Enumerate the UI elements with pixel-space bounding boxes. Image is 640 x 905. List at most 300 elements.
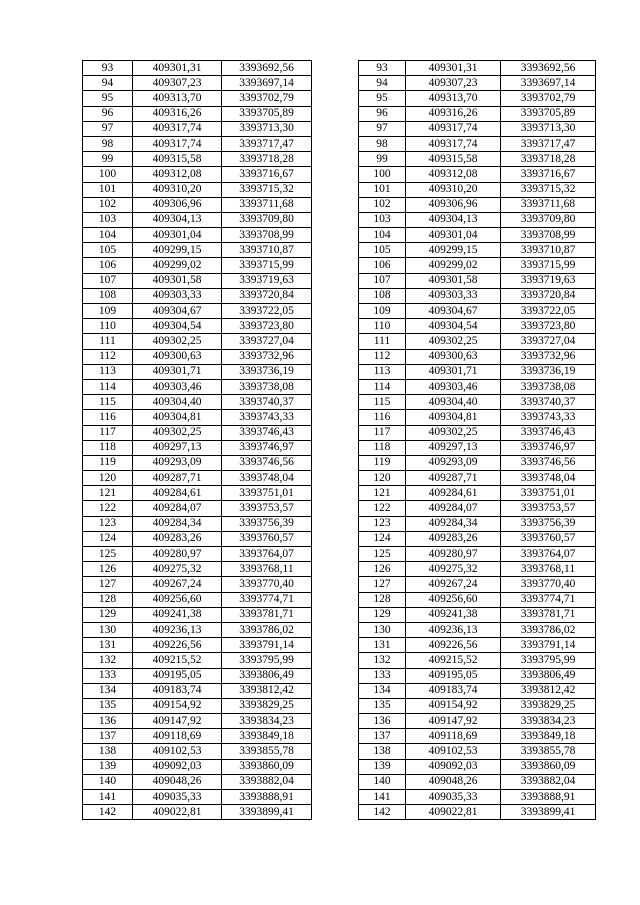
left-point-number-cell: 131 — [83, 638, 133, 653]
left-y-coordinate-cell: 3393781,71 — [222, 607, 312, 622]
left-point-number-cell: 110 — [83, 319, 133, 334]
left-x-coordinate-cell: 409312,08 — [133, 167, 222, 182]
right-y-coordinate-cell: 3393756,39 — [501, 516, 596, 531]
left-x-coordinate-cell: 409310,20 — [133, 182, 222, 197]
column-gap — [312, 774, 359, 789]
right-point-number-cell: 139 — [359, 759, 406, 774]
table-row — [83, 273, 596, 288]
right-point-number-cell: 102 — [359, 197, 406, 212]
left-point-number-cell: 132 — [83, 653, 133, 668]
table-row — [83, 228, 596, 243]
left-x-coordinate-cell: 409299,02 — [133, 258, 222, 273]
left-point-number-cell: 100 — [83, 167, 133, 182]
left-point-number-cell: 97 — [83, 121, 133, 136]
left-y-coordinate-cell: 3393748,04 — [222, 471, 312, 486]
column-gap — [312, 152, 359, 167]
right-x-coordinate-cell: 409035,33 — [406, 790, 501, 805]
left-y-coordinate-cell: 3393723,80 — [222, 319, 312, 334]
right-x-coordinate-cell: 409299,15 — [406, 243, 501, 258]
column-gap — [312, 455, 359, 470]
left-y-coordinate-cell: 3393786,02 — [222, 622, 312, 637]
table-row — [83, 212, 596, 227]
right-x-coordinate-cell: 409304,40 — [406, 395, 501, 410]
right-y-coordinate-cell: 3393888,91 — [501, 790, 596, 805]
table-row — [83, 379, 596, 394]
right-y-coordinate-cell: 3393736,19 — [501, 364, 596, 379]
left-x-coordinate-cell: 409304,13 — [133, 212, 222, 227]
left-y-coordinate-cell: 3393746,97 — [222, 440, 312, 455]
column-gap — [312, 167, 359, 182]
right-x-coordinate-cell: 409303,46 — [406, 379, 501, 394]
right-x-coordinate-cell: 409287,71 — [406, 471, 501, 486]
left-y-coordinate-cell: 3393795,99 — [222, 653, 312, 668]
left-point-number-cell: 109 — [83, 304, 133, 319]
right-y-coordinate-cell: 3393692,56 — [501, 61, 596, 76]
column-gap — [312, 91, 359, 106]
column-gap — [312, 638, 359, 653]
table-row — [83, 729, 596, 744]
right-y-coordinate-cell: 3393746,56 — [501, 455, 596, 470]
right-x-coordinate-cell: 409307,23 — [406, 76, 501, 91]
right-point-number-cell: 133 — [359, 668, 406, 683]
column-gap — [312, 759, 359, 774]
right-y-coordinate-cell: 3393710,87 — [501, 243, 596, 258]
left-y-coordinate-cell: 3393768,11 — [222, 562, 312, 577]
right-y-coordinate-cell: 3393746,97 — [501, 440, 596, 455]
left-point-number-cell: 98 — [83, 136, 133, 151]
right-point-number-cell: 107 — [359, 273, 406, 288]
right-x-coordinate-cell: 409241,38 — [406, 607, 501, 622]
right-point-number-cell: 116 — [359, 410, 406, 425]
table-row — [83, 182, 596, 197]
right-y-coordinate-cell: 3393806,49 — [501, 668, 596, 683]
right-x-coordinate-cell: 409300,63 — [406, 349, 501, 364]
column-gap — [312, 683, 359, 698]
left-point-number-cell: 135 — [83, 698, 133, 713]
left-x-coordinate-cell: 409236,13 — [133, 622, 222, 637]
left-point-number-cell: 133 — [83, 668, 133, 683]
right-point-number-cell: 142 — [359, 805, 406, 820]
table-row — [83, 136, 596, 151]
left-y-coordinate-cell: 3393760,57 — [222, 531, 312, 546]
right-y-coordinate-cell: 3393717,47 — [501, 136, 596, 151]
right-point-number-cell: 108 — [359, 288, 406, 303]
left-point-number-cell: 111 — [83, 334, 133, 349]
left-point-number-cell: 121 — [83, 486, 133, 501]
right-x-coordinate-cell: 409215,52 — [406, 653, 501, 668]
right-x-coordinate-cell: 409147,92 — [406, 714, 501, 729]
left-x-coordinate-cell: 409293,09 — [133, 455, 222, 470]
left-point-number-cell: 108 — [83, 288, 133, 303]
left-y-coordinate-cell: 3393719,63 — [222, 273, 312, 288]
right-y-coordinate-cell: 3393716,67 — [501, 167, 596, 182]
table-row — [83, 106, 596, 121]
right-y-coordinate-cell: 3393753,57 — [501, 501, 596, 516]
right-y-coordinate-cell: 3393748,04 — [501, 471, 596, 486]
column-gap — [312, 440, 359, 455]
column-gap — [312, 136, 359, 151]
right-y-coordinate-cell: 3393702,79 — [501, 91, 596, 106]
right-x-coordinate-cell: 409317,74 — [406, 121, 501, 136]
left-x-coordinate-cell: 409313,70 — [133, 91, 222, 106]
right-point-number-cell: 115 — [359, 395, 406, 410]
left-y-coordinate-cell: 3393888,91 — [222, 790, 312, 805]
right-point-number-cell: 106 — [359, 258, 406, 273]
left-x-coordinate-cell: 409304,67 — [133, 304, 222, 319]
right-x-coordinate-cell: 409304,13 — [406, 212, 501, 227]
right-x-coordinate-cell: 409092,03 — [406, 759, 501, 774]
left-point-number-cell: 101 — [83, 182, 133, 197]
right-point-number-cell: 104 — [359, 228, 406, 243]
left-point-number-cell: 129 — [83, 607, 133, 622]
right-point-number-cell: 103 — [359, 212, 406, 227]
left-point-number-cell: 103 — [83, 212, 133, 227]
right-x-coordinate-cell: 409306,96 — [406, 197, 501, 212]
left-x-coordinate-cell: 409267,24 — [133, 577, 222, 592]
right-x-coordinate-cell: 409304,54 — [406, 319, 501, 334]
right-x-coordinate-cell: 409312,08 — [406, 167, 501, 182]
right-point-number-cell: 118 — [359, 440, 406, 455]
table-row — [83, 486, 596, 501]
table-row — [83, 243, 596, 258]
right-point-number-cell: 94 — [359, 76, 406, 91]
left-x-coordinate-cell: 409275,32 — [133, 562, 222, 577]
column-gap — [312, 531, 359, 546]
left-point-number-cell: 93 — [83, 61, 133, 76]
left-y-coordinate-cell: 3393738,08 — [222, 379, 312, 394]
left-point-number-cell: 113 — [83, 364, 133, 379]
table-row — [83, 622, 596, 637]
right-y-coordinate-cell: 3393732,96 — [501, 349, 596, 364]
left-x-coordinate-cell: 409303,33 — [133, 288, 222, 303]
right-x-coordinate-cell: 409048,26 — [406, 774, 501, 789]
left-y-coordinate-cell: 3393774,71 — [222, 592, 312, 607]
right-point-number-cell: 111 — [359, 334, 406, 349]
left-point-number-cell: 119 — [83, 455, 133, 470]
column-gap — [312, 744, 359, 759]
left-x-coordinate-cell: 409303,46 — [133, 379, 222, 394]
right-x-coordinate-cell: 409302,25 — [406, 334, 501, 349]
left-x-coordinate-cell: 409297,13 — [133, 440, 222, 455]
table-row — [83, 61, 596, 76]
left-point-number-cell: 105 — [83, 243, 133, 258]
left-y-coordinate-cell: 3393849,18 — [222, 729, 312, 744]
right-y-coordinate-cell: 3393774,71 — [501, 592, 596, 607]
left-y-coordinate-cell: 3393727,04 — [222, 334, 312, 349]
left-y-coordinate-cell: 3393812,42 — [222, 683, 312, 698]
right-point-number-cell: 131 — [359, 638, 406, 653]
left-point-number-cell: 134 — [83, 683, 133, 698]
left-point-number-cell: 104 — [83, 228, 133, 243]
column-gap — [312, 304, 359, 319]
column-gap — [312, 182, 359, 197]
right-point-number-cell: 97 — [359, 121, 406, 136]
left-point-number-cell: 130 — [83, 622, 133, 637]
table-row — [83, 197, 596, 212]
left-y-coordinate-cell: 3393697,14 — [222, 76, 312, 91]
column-gap — [312, 805, 359, 820]
right-x-coordinate-cell: 409313,70 — [406, 91, 501, 106]
right-x-coordinate-cell: 409315,58 — [406, 152, 501, 167]
left-y-coordinate-cell: 3393717,47 — [222, 136, 312, 151]
column-gap — [312, 698, 359, 713]
table-row — [83, 531, 596, 546]
right-y-coordinate-cell: 3393760,57 — [501, 531, 596, 546]
left-y-coordinate-cell: 3393710,87 — [222, 243, 312, 258]
right-x-coordinate-cell: 409118,69 — [406, 729, 501, 744]
right-y-coordinate-cell: 3393719,63 — [501, 273, 596, 288]
table-row — [83, 790, 596, 805]
left-y-coordinate-cell: 3393899,41 — [222, 805, 312, 820]
left-y-coordinate-cell: 3393746,56 — [222, 455, 312, 470]
left-x-coordinate-cell: 409102,53 — [133, 744, 222, 759]
left-x-coordinate-cell: 409301,31 — [133, 61, 222, 76]
column-gap — [312, 410, 359, 425]
table-row — [83, 805, 596, 820]
right-y-coordinate-cell: 3393715,99 — [501, 258, 596, 273]
column-gap — [312, 714, 359, 729]
right-point-number-cell: 114 — [359, 379, 406, 394]
table-row — [83, 607, 596, 622]
right-x-coordinate-cell: 409316,26 — [406, 106, 501, 121]
left-y-coordinate-cell: 3393806,49 — [222, 668, 312, 683]
left-x-coordinate-cell: 409284,61 — [133, 486, 222, 501]
left-y-coordinate-cell: 3393860,09 — [222, 759, 312, 774]
left-y-coordinate-cell: 3393740,37 — [222, 395, 312, 410]
left-x-coordinate-cell: 409226,56 — [133, 638, 222, 653]
left-x-coordinate-cell: 409317,74 — [133, 121, 222, 136]
table-row — [83, 364, 596, 379]
left-x-coordinate-cell: 409317,74 — [133, 136, 222, 151]
column-gap — [312, 106, 359, 121]
right-x-coordinate-cell: 409317,74 — [406, 136, 501, 151]
table-row — [83, 516, 596, 531]
right-y-coordinate-cell: 3393738,08 — [501, 379, 596, 394]
table-row — [83, 288, 596, 303]
right-point-number-cell: 99 — [359, 152, 406, 167]
left-point-number-cell: 115 — [83, 395, 133, 410]
column-gap — [312, 592, 359, 607]
left-y-coordinate-cell: 3393736,19 — [222, 364, 312, 379]
left-x-coordinate-cell: 409304,81 — [133, 410, 222, 425]
right-point-number-cell: 117 — [359, 425, 406, 440]
column-gap — [312, 273, 359, 288]
left-point-number-cell: 128 — [83, 592, 133, 607]
table-row — [83, 76, 596, 91]
left-point-number-cell: 99 — [83, 152, 133, 167]
table-row — [83, 471, 596, 486]
left-point-number-cell: 112 — [83, 349, 133, 364]
table-row — [83, 653, 596, 668]
left-point-number-cell: 125 — [83, 547, 133, 562]
column-gap — [312, 395, 359, 410]
left-y-coordinate-cell: 3393716,67 — [222, 167, 312, 182]
left-x-coordinate-cell: 409154,92 — [133, 698, 222, 713]
right-y-coordinate-cell: 3393743,33 — [501, 410, 596, 425]
right-point-number-cell: 119 — [359, 455, 406, 470]
left-x-coordinate-cell: 409280,97 — [133, 547, 222, 562]
left-y-coordinate-cell: 3393711,68 — [222, 197, 312, 212]
left-x-coordinate-cell: 409301,58 — [133, 273, 222, 288]
left-y-coordinate-cell: 3393715,32 — [222, 182, 312, 197]
left-y-coordinate-cell: 3393791,14 — [222, 638, 312, 653]
table-row — [83, 304, 596, 319]
left-point-number-cell: 141 — [83, 790, 133, 805]
right-x-coordinate-cell: 409284,34 — [406, 516, 501, 531]
right-y-coordinate-cell: 3393812,42 — [501, 683, 596, 698]
left-x-coordinate-cell: 409256,60 — [133, 592, 222, 607]
right-point-number-cell: 112 — [359, 349, 406, 364]
column-gap — [312, 729, 359, 744]
right-x-coordinate-cell: 409284,07 — [406, 501, 501, 516]
left-y-coordinate-cell: 3393722,05 — [222, 304, 312, 319]
table-row — [83, 395, 596, 410]
left-point-number-cell: 117 — [83, 425, 133, 440]
left-y-coordinate-cell: 3393705,89 — [222, 106, 312, 121]
right-y-coordinate-cell: 3393781,71 — [501, 607, 596, 622]
coordinates-table — [82, 60, 596, 820]
right-x-coordinate-cell: 409304,81 — [406, 410, 501, 425]
table-row — [83, 152, 596, 167]
right-y-coordinate-cell: 3393770,40 — [501, 577, 596, 592]
right-point-number-cell: 130 — [359, 622, 406, 637]
left-point-number-cell: 118 — [83, 440, 133, 455]
left-x-coordinate-cell: 409307,23 — [133, 76, 222, 91]
right-point-number-cell: 122 — [359, 501, 406, 516]
right-y-coordinate-cell: 3393899,41 — [501, 805, 596, 820]
right-point-number-cell: 96 — [359, 106, 406, 121]
table-row — [83, 349, 596, 364]
right-point-number-cell: 141 — [359, 790, 406, 805]
right-point-number-cell: 98 — [359, 136, 406, 151]
right-point-number-cell: 109 — [359, 304, 406, 319]
right-x-coordinate-cell: 409293,09 — [406, 455, 501, 470]
table-row — [83, 683, 596, 698]
right-x-coordinate-cell: 409301,04 — [406, 228, 501, 243]
table-row — [83, 121, 596, 136]
right-point-number-cell: 138 — [359, 744, 406, 759]
column-gap — [312, 622, 359, 637]
left-x-coordinate-cell: 409118,69 — [133, 729, 222, 744]
right-y-coordinate-cell: 3393829,25 — [501, 698, 596, 713]
right-x-coordinate-cell: 409283,26 — [406, 531, 501, 546]
right-y-coordinate-cell: 3393795,99 — [501, 653, 596, 668]
table-row — [83, 319, 596, 334]
table-row — [83, 410, 596, 425]
right-x-coordinate-cell: 409301,58 — [406, 273, 501, 288]
left-y-coordinate-cell: 3393834,23 — [222, 714, 312, 729]
table-row — [83, 638, 596, 653]
right-point-number-cell: 93 — [359, 61, 406, 76]
left-y-coordinate-cell: 3393713,30 — [222, 121, 312, 136]
table-row — [83, 167, 596, 182]
left-point-number-cell: 124 — [83, 531, 133, 546]
right-x-coordinate-cell: 409267,24 — [406, 577, 501, 592]
right-point-number-cell: 136 — [359, 714, 406, 729]
left-point-number-cell: 138 — [83, 744, 133, 759]
left-x-coordinate-cell: 409302,25 — [133, 425, 222, 440]
table-row — [83, 668, 596, 683]
right-y-coordinate-cell: 3393727,04 — [501, 334, 596, 349]
right-x-coordinate-cell: 409301,71 — [406, 364, 501, 379]
column-gap — [312, 61, 359, 76]
column-gap — [312, 364, 359, 379]
right-y-coordinate-cell: 3393708,99 — [501, 228, 596, 243]
left-point-number-cell: 107 — [83, 273, 133, 288]
right-y-coordinate-cell: 3393720,84 — [501, 288, 596, 303]
right-point-number-cell: 128 — [359, 592, 406, 607]
left-point-number-cell: 122 — [83, 501, 133, 516]
table-row — [83, 744, 596, 759]
left-point-number-cell: 136 — [83, 714, 133, 729]
right-x-coordinate-cell: 409154,92 — [406, 698, 501, 713]
left-x-coordinate-cell: 409092,03 — [133, 759, 222, 774]
table-row — [83, 562, 596, 577]
table-row — [83, 501, 596, 516]
right-y-coordinate-cell: 3393768,11 — [501, 562, 596, 577]
right-y-coordinate-cell: 3393723,80 — [501, 319, 596, 334]
table-row — [83, 698, 596, 713]
left-y-coordinate-cell: 3393770,40 — [222, 577, 312, 592]
table-row — [83, 547, 596, 562]
left-y-coordinate-cell: 3393829,25 — [222, 698, 312, 713]
left-point-number-cell: 106 — [83, 258, 133, 273]
column-gap — [312, 501, 359, 516]
right-x-coordinate-cell: 409284,61 — [406, 486, 501, 501]
coordinates-table-body — [83, 61, 596, 820]
right-point-number-cell: 137 — [359, 729, 406, 744]
left-point-number-cell: 95 — [83, 91, 133, 106]
right-point-number-cell: 121 — [359, 486, 406, 501]
right-point-number-cell: 123 — [359, 516, 406, 531]
left-x-coordinate-cell: 409316,26 — [133, 106, 222, 121]
right-y-coordinate-cell: 3393718,28 — [501, 152, 596, 167]
column-gap — [312, 668, 359, 683]
right-x-coordinate-cell: 409303,33 — [406, 288, 501, 303]
right-point-number-cell: 110 — [359, 319, 406, 334]
column-gap — [312, 607, 359, 622]
table-row — [83, 91, 596, 106]
left-y-coordinate-cell: 3393715,99 — [222, 258, 312, 273]
column-gap — [312, 653, 359, 668]
right-x-coordinate-cell: 409310,20 — [406, 182, 501, 197]
left-y-coordinate-cell: 3393882,04 — [222, 774, 312, 789]
left-y-coordinate-cell: 3393743,33 — [222, 410, 312, 425]
right-point-number-cell: 101 — [359, 182, 406, 197]
column-gap — [312, 425, 359, 440]
right-y-coordinate-cell: 3393705,89 — [501, 106, 596, 121]
table-row — [83, 455, 596, 470]
right-point-number-cell: 125 — [359, 547, 406, 562]
table-row — [83, 774, 596, 789]
right-x-coordinate-cell: 409022,81 — [406, 805, 501, 820]
right-y-coordinate-cell: 3393751,01 — [501, 486, 596, 501]
left-point-number-cell: 140 — [83, 774, 133, 789]
table-row — [83, 577, 596, 592]
left-point-number-cell: 139 — [83, 759, 133, 774]
left-x-coordinate-cell: 409284,34 — [133, 516, 222, 531]
left-y-coordinate-cell: 3393709,80 — [222, 212, 312, 227]
left-x-coordinate-cell: 409315,58 — [133, 152, 222, 167]
left-y-coordinate-cell: 3393720,84 — [222, 288, 312, 303]
right-y-coordinate-cell: 3393711,68 — [501, 197, 596, 212]
left-x-coordinate-cell: 409301,04 — [133, 228, 222, 243]
left-x-coordinate-cell: 409215,52 — [133, 653, 222, 668]
right-point-number-cell: 140 — [359, 774, 406, 789]
right-point-number-cell: 126 — [359, 562, 406, 577]
right-x-coordinate-cell: 409301,31 — [406, 61, 501, 76]
right-y-coordinate-cell: 3393764,07 — [501, 547, 596, 562]
